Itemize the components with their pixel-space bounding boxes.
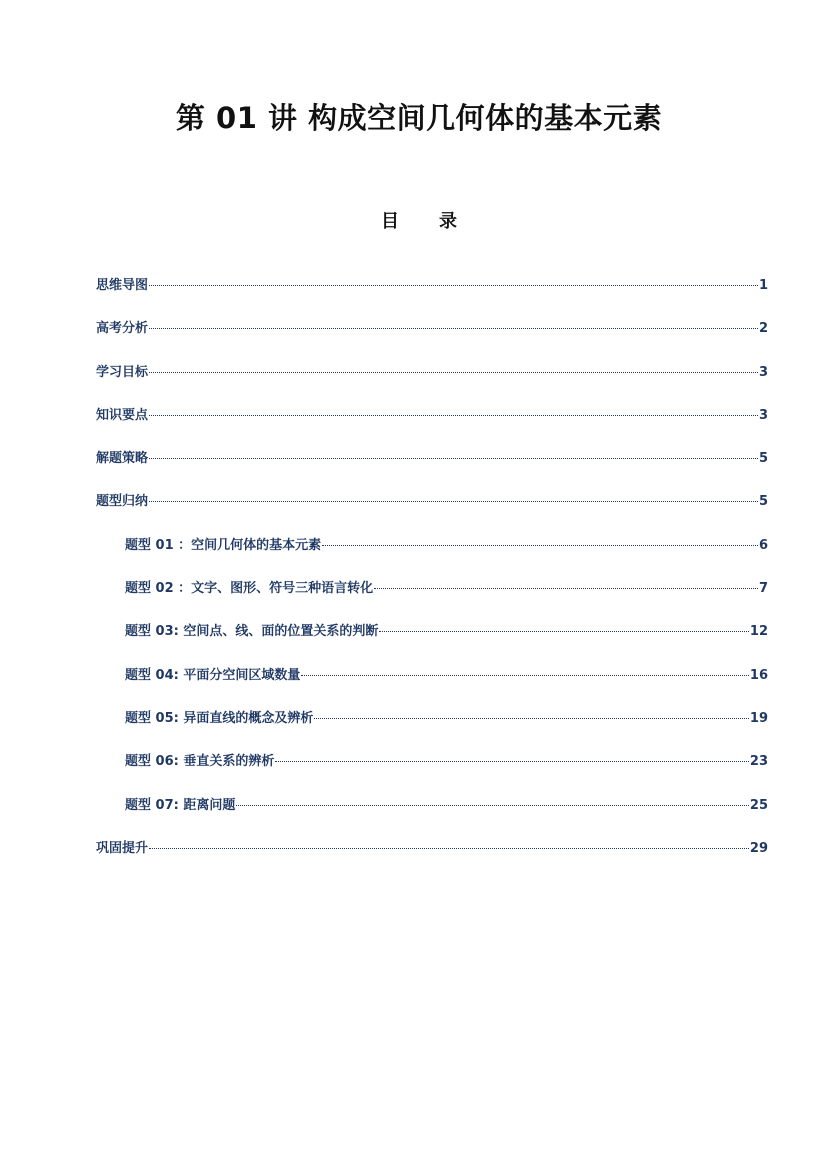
toc-entry-label: 学习目标 xyxy=(96,364,149,380)
dot-leader xyxy=(314,717,749,719)
table-of-contents xyxy=(96,274,768,880)
toc-entry-label: 巩固提升 xyxy=(96,840,149,856)
toc-entry-key-points[interactable] xyxy=(96,404,768,447)
toc-entry-label: 题型 04: 平面分空间区域数量 xyxy=(125,667,301,683)
dot-leader xyxy=(322,544,758,546)
toc-entry-exam-analysis[interactable] xyxy=(96,317,768,360)
toc-entry-type-05[interactable] xyxy=(96,707,768,750)
toc-page-number: 16 xyxy=(749,667,768,683)
dot-leader xyxy=(374,587,758,589)
toc-page-number: 5 xyxy=(758,451,768,467)
toc-entry-label: 知识要点 xyxy=(96,407,149,423)
dot-leader xyxy=(149,371,758,373)
toc-entry-label: 题型 02 ：文字、图形、符号三种语言转化 xyxy=(125,581,374,597)
toc-page-number: 1 xyxy=(758,278,768,293)
dot-leader xyxy=(379,630,749,632)
toc-entry-type-03[interactable] xyxy=(96,620,768,663)
dot-leader xyxy=(149,847,749,849)
toc-entry-label: 题型归纳 xyxy=(96,494,149,510)
dot-leader xyxy=(149,500,758,502)
toc-entry-type-06[interactable] xyxy=(96,750,768,793)
toc-page-number: 12 xyxy=(749,624,768,640)
dot-leader xyxy=(236,804,749,806)
toc-entry-label: 题型 07: 距离问题 xyxy=(125,797,236,813)
toc-entry-consolidation[interactable] xyxy=(96,837,768,880)
toc-page-number: 29 xyxy=(749,840,768,856)
toc-page-number: 25 xyxy=(749,797,768,813)
toc-entry-type-01[interactable] xyxy=(96,534,768,577)
dot-leader xyxy=(149,414,758,416)
toc-page-number: 23 xyxy=(749,754,768,770)
toc-entry-strategies[interactable] xyxy=(96,447,768,490)
toc-entry-label: 题型 03: 空间点、线、面的位置关系的判断 xyxy=(125,624,379,640)
dot-leader xyxy=(275,760,749,762)
toc-page-number: 3 xyxy=(758,407,768,423)
toc-page-number: 3 xyxy=(758,364,768,380)
toc-entry-label: 解题策略 xyxy=(96,451,149,467)
toc-entry-label: 思维导图 xyxy=(96,278,149,293)
page-title: 第 01 讲 构成空间几何体的基本元素 xyxy=(175,101,663,135)
toc-page-number: 19 xyxy=(749,710,768,726)
dot-leader xyxy=(149,327,758,329)
toc-entry-label: 题型 01 ：空间几何体的基本元素 xyxy=(125,537,322,553)
dot-leader xyxy=(149,457,758,459)
toc-page-number: 7 xyxy=(758,581,768,597)
toc-entry-type-04[interactable] xyxy=(96,664,768,707)
toc-entry-question-types[interactable] xyxy=(96,490,768,533)
toc-page-number: 6 xyxy=(758,537,768,553)
toc-page-number: 2 xyxy=(758,321,768,337)
toc-heading: 目录 xyxy=(381,211,497,232)
dot-leader xyxy=(301,674,749,676)
toc-entry-type-02[interactable] xyxy=(96,577,768,620)
toc-entry-mind-map[interactable] xyxy=(96,274,768,317)
toc-entry-learning-goals[interactable] xyxy=(96,361,768,404)
toc-entry-label: 高考分析 xyxy=(96,321,149,337)
toc-entry-label: 题型 05: 异面直线的概念及辨析 xyxy=(125,710,314,726)
toc-page-number: 5 xyxy=(758,494,768,510)
toc-entry-type-07[interactable] xyxy=(96,794,768,837)
dot-leader xyxy=(149,284,758,286)
toc-entry-label: 题型 06: 垂直关系的辨析 xyxy=(125,754,275,770)
